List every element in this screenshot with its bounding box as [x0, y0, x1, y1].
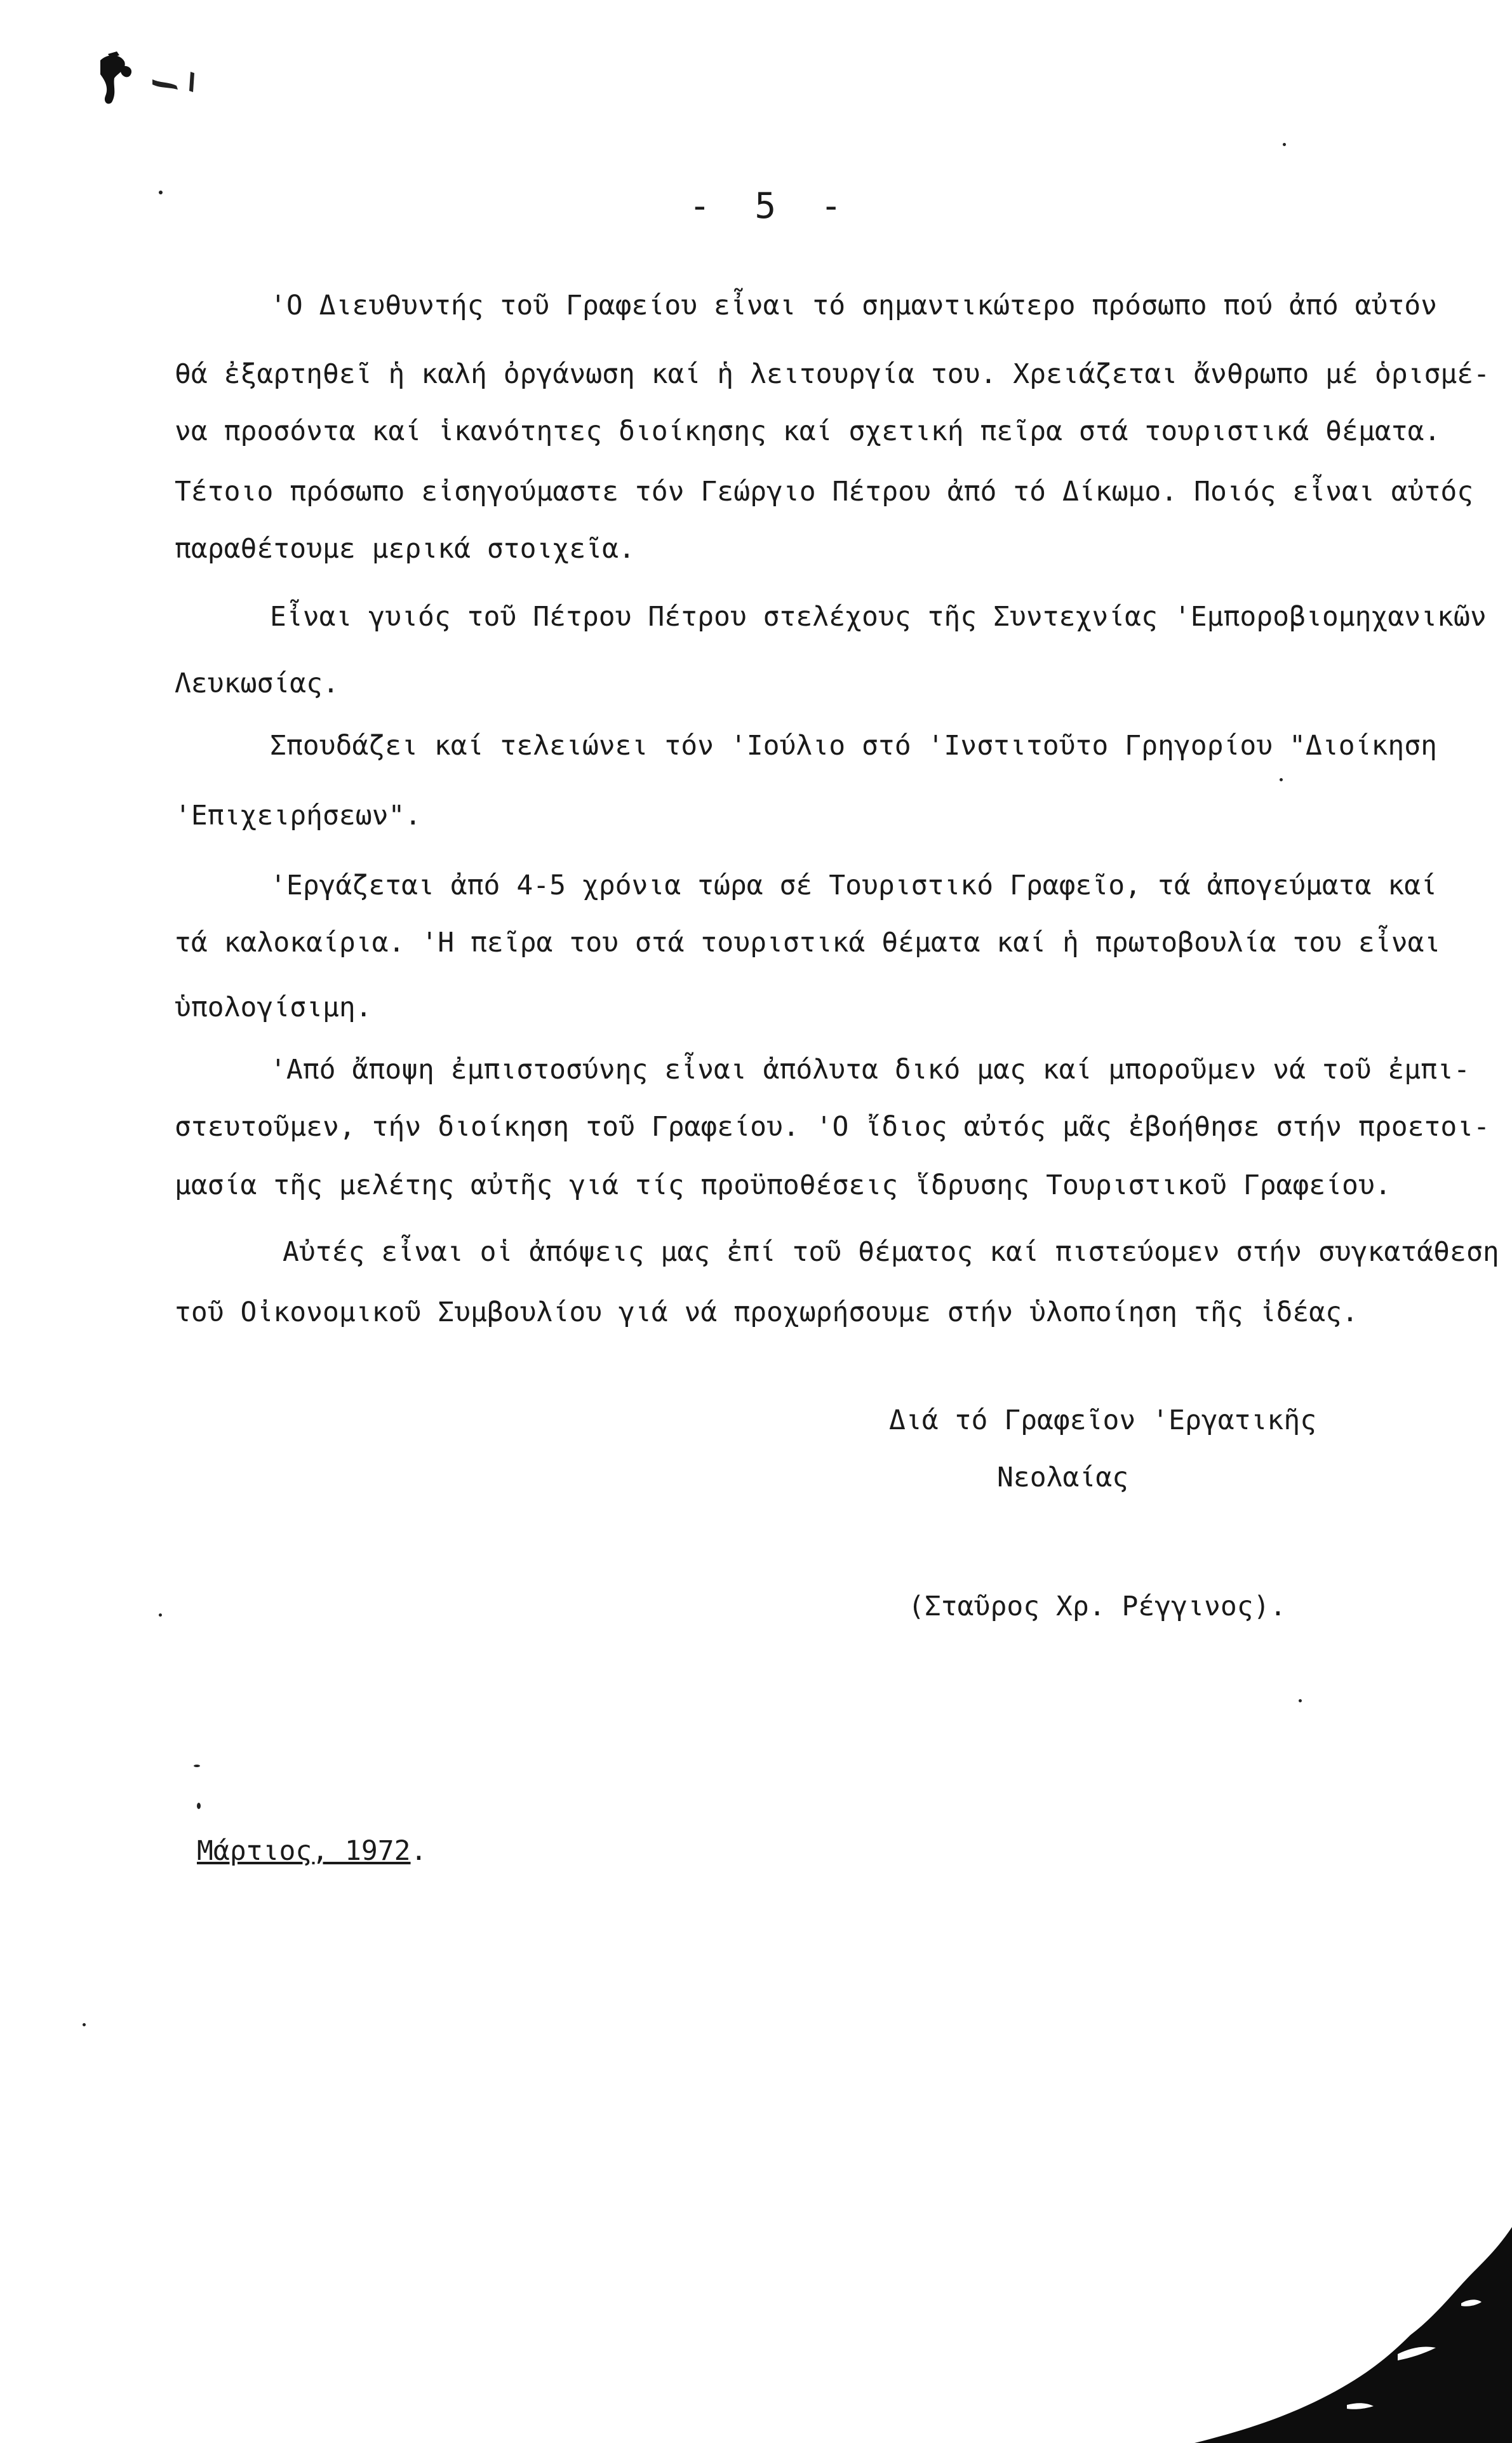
scan-speck [83, 2023, 86, 2026]
scan-speck [1283, 143, 1286, 146]
date-text: Μάρτιος, 1972 [197, 1835, 411, 1867]
paragraph-line: τοῦ Οἰκονομικοῦ Συμβουλίου γιά νά προχωρήσουμε στήν ὑλοποίηση τῆς ἰδέας. [175, 1296, 1358, 1328]
paragraph-line: τά καλοκαίρια. 'Η πεῖρα του στά τουριστικά θέματα καί ἡ πρωτοβουλία του εἶναι [175, 927, 1441, 959]
paragraph-line: 'Από ἄποψη ἐμπιστοσύνης εἶναι ἀπόλυτα δικό μας καί μποροῦμεν νά τοῦ ἐμπι- [270, 1054, 1470, 1086]
paragraph-line: Τέτοιο πρόσωπο εἰσηγούμαστε τόν Γεώργιο Πέτρου ἀπό τό Δίκωμο. Ποιός εἶναι αὐτός [175, 476, 1474, 508]
paragraph-line: στευτοῦμεν, τήν διοίκηση τοῦ Γραφείου. 'Ο ἴδιος αὐτός μᾶς ἐβοήθησε στήν προετοι- [175, 1111, 1490, 1143]
paragraph-line: θά ἐξαρτηθεῖ ἡ καλή ὀργάνωση καί ἡ λειτουργία του. Χρειάζεται ἄνθρωπο μέ ὁρισμέ- [175, 358, 1490, 390]
paragraph-line: Λευκωσίας. [175, 668, 339, 699]
paragraph-line: παραθέτουμε μερικά στοιχεῖα. [175, 533, 635, 565]
paragraph-line: Σπουδάζει καί τελειώνει τόν 'Ιούλιο στό 'Ινστιτοῦτο Γρηγορίου "Διοίκηση [270, 730, 1438, 762]
paragraph-line: 'Ο Διευθυντής τοῦ Γραφείου εἶναι τό σημαντικώτερο πρόσωπο πού ἀπό αὐτόν [270, 290, 1438, 321]
signatory-name: (Σταῦρος Χρ. Ρέγγινος). [908, 1591, 1287, 1622]
document-date [197, 1834, 427, 1868]
scan-speck [1280, 778, 1283, 781]
scan-speck [197, 1803, 201, 1809]
paragraph-line: μασία τῆς μελέτης αὐτῆς γιά τίς προϋποθέσεις ἵδρυσης Τουριστικοῦ Γραφείου. [175, 1169, 1391, 1201]
paragraph-line: ὑπολογίσιμη. [175, 992, 372, 1023]
scan-speck [159, 1613, 162, 1617]
scan-mark-icon [95, 48, 216, 118]
closing-organization: Διά τό Γραφεῖον 'Εργατικῆς [889, 1404, 1317, 1436]
scan-speck [159, 191, 163, 194]
scan-speck [194, 1765, 200, 1767]
closing-organization-line2: Νεολαίας [997, 1462, 1129, 1493]
scan-corner-shadow [1194, 2227, 1512, 2443]
paragraph-line: 'Εργάζεται ἀπό 4-5 χρόνια τώρα σέ Τουριστικό Γραφεῖο, τά ἀπογεύματα καί [270, 870, 1438, 901]
paragraph-line: να προσόντα καί ἱκανότητες διοίκησης καί σχετική πεῖρα στά τουριστικά θέματα. [175, 415, 1441, 447]
paragraph-line: Αὐτές εἶναι οἱ ἀπόψεις μας ἐπί τοῦ θέματος καί πιστεύομεν στήν συγκατάθεση [283, 1236, 1499, 1268]
scan-speck [1299, 1699, 1302, 1702]
date-suffix: . [410, 1835, 427, 1867]
paragraph-line: 'Επιχειρήσεων". [175, 800, 422, 831]
paragraph-line: Εἶναι γυιός τοῦ Πέτρου Πέτρου στελέχους τῆς Συντεχνίας 'Εμποροβιομηχανικῶν [270, 601, 1487, 633]
page-number: - 5 - [689, 185, 853, 227]
